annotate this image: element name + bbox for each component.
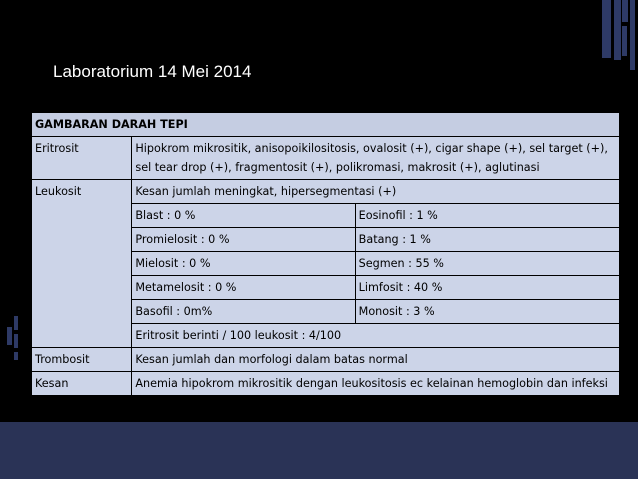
nrbc-cell: Eritrosit berinti / 100 leukosit : 4/100 — [132, 324, 620, 348]
diff-cell: Blast : 0 % — [132, 204, 355, 228]
table-row-kesan — [32, 372, 620, 396]
slide-bottom-bar — [0, 422, 638, 479]
table-header-row — [32, 113, 620, 137]
slide-title: Laboratorium 14 Mei 2014 — [53, 62, 252, 81]
row-label: Eritrosit — [32, 137, 132, 180]
lab-results-table — [31, 112, 620, 396]
diff-cell: Batang : 1 % — [355, 228, 619, 252]
table-row-eritrosit — [32, 137, 620, 180]
row-label: Leukosit — [32, 180, 132, 348]
table-row-trombosit — [32, 348, 620, 372]
row-label: Kesan — [32, 372, 132, 396]
diff-cell: Mielosit : 0 % — [132, 252, 355, 276]
row-label: Trombosit — [32, 348, 132, 372]
diff-cell: Promielosit : 0 % — [132, 228, 355, 252]
table-header: GAMBARAN DARAH TEPI — [32, 113, 620, 137]
diff-cell: Segmen : 55 % — [355, 252, 619, 276]
row-value: Hipokrom mikrositik, anisopoikilositosis, ovalosit (+), cigar shape (+), sel target (+), sel tear drop (+), fragmentosit (+), polikromasi, makrosit (+), aglutinasi — [132, 137, 620, 180]
diff-cell: Limfosit : 40 % — [355, 276, 619, 300]
diff-cell: Basofil : 0m% — [132, 300, 355, 324]
row-value: Kesan jumlah dan morfologi dalam batas normal — [132, 348, 620, 372]
table-row-leukosit — [32, 180, 620, 204]
diff-cell: Eosinofil : 1 % — [355, 204, 619, 228]
diff-cell: Monosit : 3 % — [355, 300, 619, 324]
row-value: Kesan jumlah meningkat, hipersegmentasi (+) — [132, 180, 620, 204]
row-value: Anemia hipokrom mikrositik dengan leukositosis ec kelainan hemoglobin dan infeksi — [132, 372, 620, 396]
diff-cell: Metamelosit : 0 % — [132, 276, 355, 300]
